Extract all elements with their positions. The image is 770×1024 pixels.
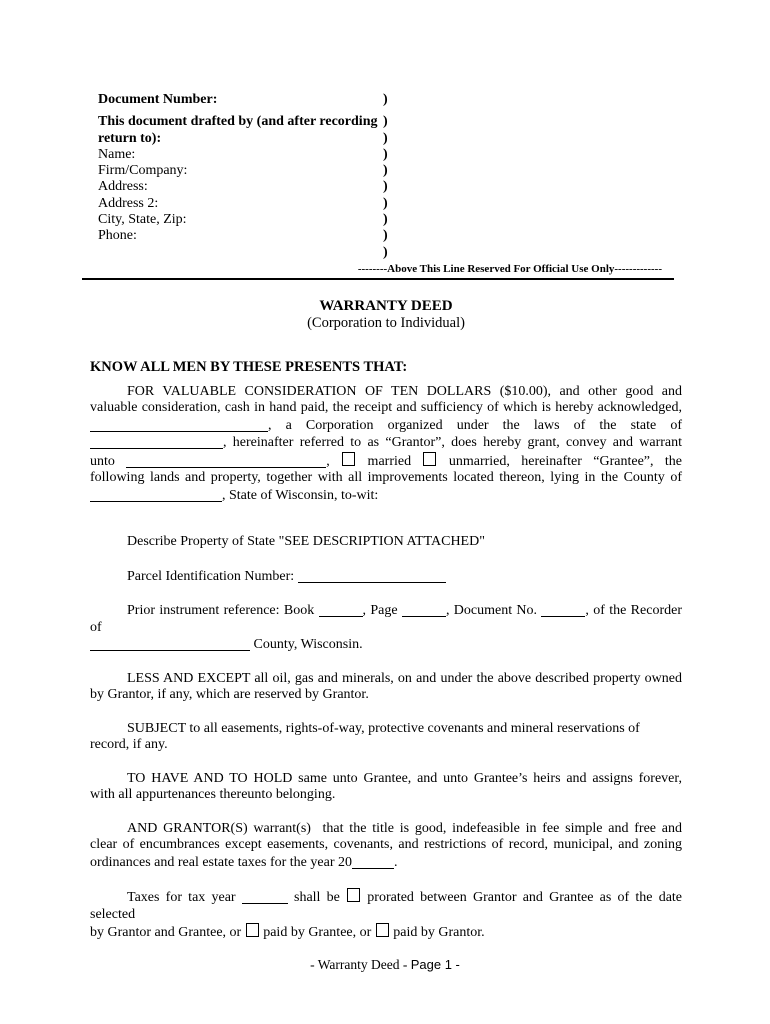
document-subtitle: (Corporation to Individual) <box>307 314 465 331</box>
paren-mark: ) <box>383 130 388 146</box>
text-line <box>90 568 682 586</box>
paragraph-subject-to <box>90 721 682 754</box>
header-row <box>90 245 682 261</box>
checkbox[interactable] <box>246 923 259 937</box>
text-run: shall be <box>287 890 347 906</box>
checkbox[interactable] <box>342 452 355 466</box>
paragraph-taxes <box>90 888 686 942</box>
page-content <box>90 92 686 942</box>
text-line <box>90 434 682 452</box>
text-run: , <box>326 453 342 469</box>
text-line <box>90 636 682 654</box>
blank-field[interactable] <box>90 636 250 651</box>
text-run: paid by Grantee, or <box>259 925 375 941</box>
text-run: by Grantor, if any, which are reserved by Grantor. <box>90 687 369 703</box>
paren-mark: ) <box>383 163 388 179</box>
header-label: This document drafted by (and after recording <box>98 114 378 130</box>
text-run: Prior instrument reference: Book <box>127 603 319 619</box>
blank-field[interactable] <box>90 434 223 449</box>
checkbox[interactable] <box>347 888 360 902</box>
paren-mark: ) <box>383 228 388 244</box>
paren-mark: ) <box>383 195 388 211</box>
blank-field[interactable] <box>90 487 222 502</box>
header-row <box>90 212 682 228</box>
text-run: , Page <box>362 603 402 619</box>
text-run: valuable consideration, cash in hand paid, the receipt and sufficiency of which is hereby acknowledged, <box>90 400 682 416</box>
text-run: Describe Property of State "SEE DESCRIPTION ATTACHED" <box>127 534 485 550</box>
text-line <box>90 787 682 804</box>
paren-mark: ) <box>383 114 388 130</box>
text-line <box>90 923 682 942</box>
paren-mark: ) <box>383 179 388 195</box>
footer-doc-label: - Warranty Deed - <box>310 957 411 972</box>
text-run: SUBJECT to all easements, rights-of-way, protective covenants and mineral reservations of <box>127 720 640 736</box>
checkbox[interactable] <box>376 923 389 937</box>
header-divider-rule <box>82 278 674 280</box>
text-line <box>90 602 686 636</box>
footer-page-number: Page 1 - <box>410 957 460 972</box>
text-run: FOR VALUABLE CONSIDERATION OF TEN DOLLARS ($10.00), and other good and <box>127 383 682 399</box>
text-run: , a Corporation organized under the laws of the state of <box>268 417 682 433</box>
text-run: by Grantor and Grantee, or <box>90 925 245 941</box>
paragraph-parcel-number <box>90 568 682 586</box>
paragraph-consideration <box>90 384 682 505</box>
header-label: City, State, Zip: <box>98 212 187 228</box>
page-footer <box>0 957 770 973</box>
blank-field[interactable] <box>319 602 363 617</box>
paren-mark: ) <box>383 146 388 162</box>
text-run: . <box>394 854 398 870</box>
text-line <box>90 452 682 471</box>
text-run: married <box>356 453 423 469</box>
text-run: unmarried, hereinafter “Grantee”, the <box>437 453 683 469</box>
header-label: Address: <box>98 179 148 195</box>
header-label: Phone: <box>98 228 137 244</box>
header-row <box>90 147 682 163</box>
paragraph-to-have-and-to-hold <box>90 771 682 804</box>
text-run: , Document No. <box>445 603 542 619</box>
header-row <box>90 228 682 244</box>
text-run: County, Wisconsin. <box>250 637 363 653</box>
paragraph-grantor-warrants <box>90 821 682 872</box>
header-row <box>90 131 682 147</box>
header-left-block <box>90 92 682 261</box>
header-label <box>90 245 383 261</box>
text-line <box>90 400 682 417</box>
text-line <box>90 737 682 754</box>
checkbox[interactable] <box>423 452 436 466</box>
text-run: with all appurtenances thereunto belonging. <box>90 787 336 803</box>
text-line <box>90 470 682 487</box>
paren-mark: ) <box>383 92 388 107</box>
text-run: AND GRANTOR(S) warrant(s) that the title is good, indefeasible in fee simple and free and <box>127 820 682 836</box>
header-row <box>90 163 682 179</box>
text-line <box>90 671 682 688</box>
header-label: Document Number: <box>98 92 218 107</box>
recording-header-block <box>90 92 682 280</box>
text-run: TO HAVE AND TO HOLD same unto Grantee, and unto Grantee’s heirs and assigns forever, <box>127 770 682 786</box>
title-block <box>90 298 682 332</box>
blank-field[interactable] <box>352 854 394 869</box>
paragraph-describe-property <box>90 534 682 551</box>
header-row <box>90 196 682 212</box>
text-line <box>90 487 682 505</box>
above-line-reserved-text: --------Above This Line Reserved For Official Use Only------------- <box>357 262 662 275</box>
text-run: record, if any. <box>90 737 168 753</box>
text-line <box>90 854 682 872</box>
blank-field[interactable] <box>541 602 585 617</box>
paragraph-prior-instrument <box>90 602 686 654</box>
text-run: paid by Grantor. <box>389 925 485 941</box>
text-run: following lands and property, together with all improvements located thereon, lying in the County of <box>90 470 682 486</box>
text-run: Taxes for tax year <box>127 890 242 906</box>
blank-field[interactable] <box>90 417 268 432</box>
text-run: ordinances and real estate taxes for the year 20 <box>90 854 352 870</box>
text-run: , hereinafter referred to as “Grantor”, does hereby grant, convey and warrant <box>223 435 682 451</box>
blank-field[interactable] <box>242 889 288 904</box>
blank-field[interactable] <box>402 602 446 617</box>
document-body <box>90 383 686 942</box>
text-run: unto <box>90 453 127 469</box>
text-line <box>90 687 682 704</box>
paragraph-less-and-except <box>90 671 682 704</box>
text-line <box>90 771 682 788</box>
header-row <box>90 114 682 130</box>
text-run: LESS AND EXCEPT all oil, gas and minerals, on and under the above described property owned <box>127 670 682 686</box>
header-label: Firm/Company: <box>98 163 188 179</box>
document-title: WARRANTY DEED <box>319 297 453 314</box>
text-run: , State of Wisconsin, to-wit: <box>222 487 379 503</box>
text-run: prorated between Grantor and Grantee as of the date selected <box>90 890 686 922</box>
text-run: clear of encumbrances except easements, covenants, and restrictions of record, municipal, and zoning <box>90 837 682 853</box>
presents-heading: KNOW ALL MEN BY THESE PRESENTS THAT: <box>90 358 408 375</box>
text-line <box>90 417 682 435</box>
text-line <box>90 821 682 838</box>
header-label: return to): <box>98 130 162 146</box>
text-run: Parcel Identification Number: <box>127 568 298 584</box>
blank-field[interactable] <box>126 453 326 468</box>
header-row <box>90 92 682 108</box>
paren-mark: ) <box>383 244 388 260</box>
text-line <box>90 888 686 923</box>
text-line <box>90 721 682 738</box>
header-label: Name: <box>98 146 136 162</box>
text-line <box>90 534 682 551</box>
blank-field[interactable] <box>298 568 446 583</box>
text-line <box>90 384 682 401</box>
text-run: , of the Recorder of <box>90 603 686 635</box>
text-line <box>90 837 682 854</box>
header-row <box>90 179 682 195</box>
header-label: Address 2: <box>98 195 159 211</box>
paren-mark: ) <box>383 212 388 228</box>
